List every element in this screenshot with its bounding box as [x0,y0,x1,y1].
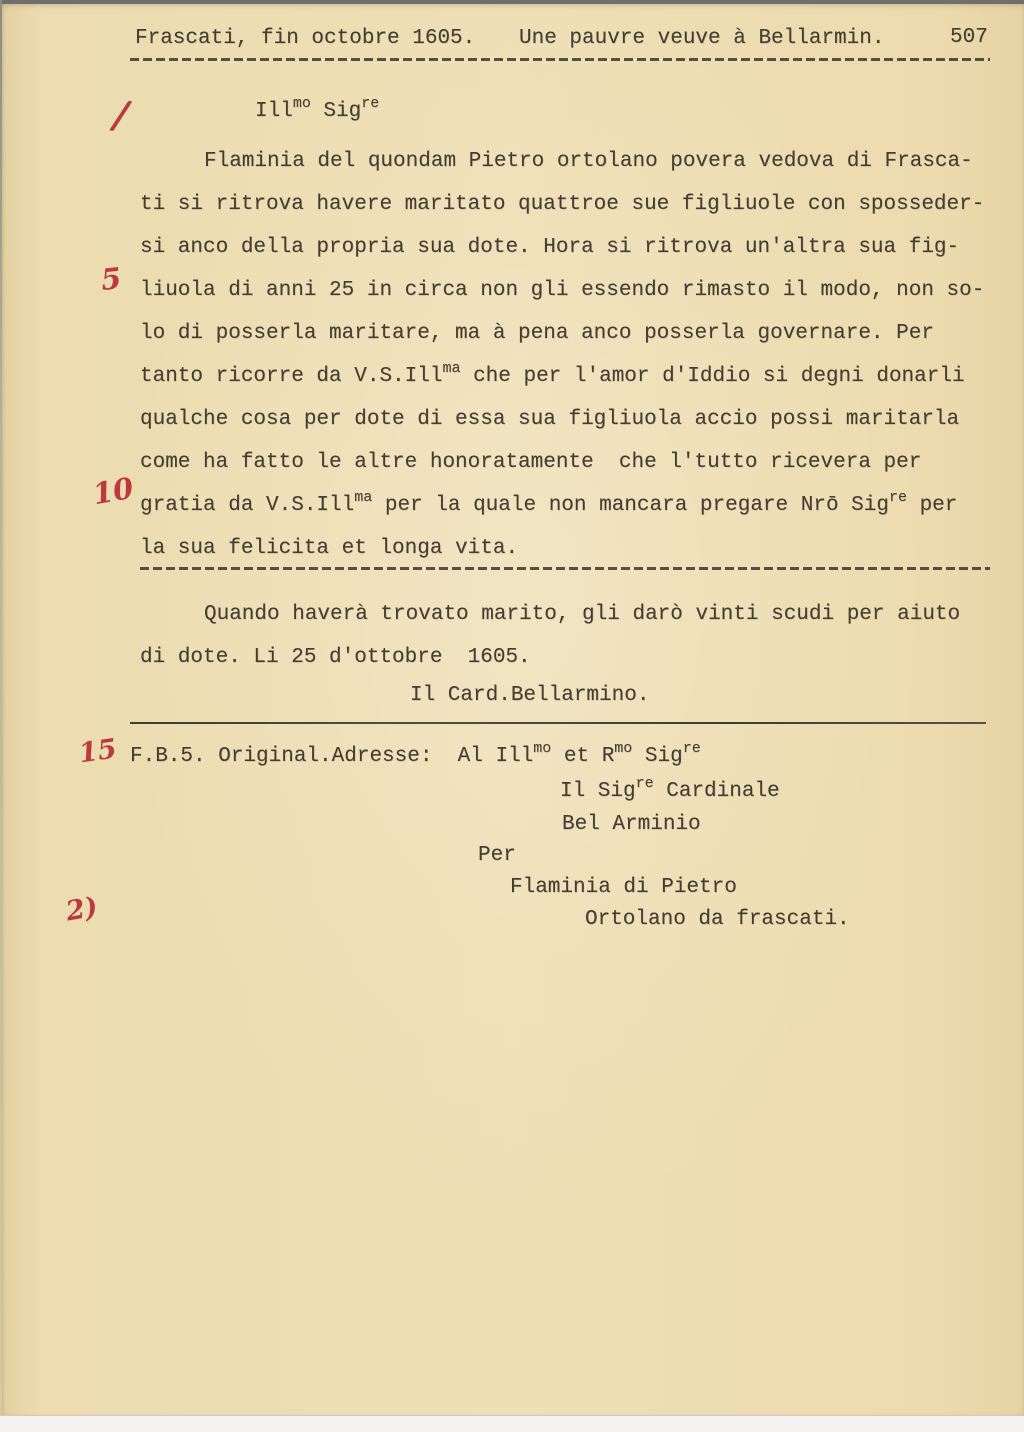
body-line: tanto ricorre da V.S.Illma che per l'amor d'Iddio si degni donarli [140,360,965,388]
text-segment: Flaminia di Pietro [510,876,737,899]
body-line [140,279,1000,322]
text-segment: ti si ritrova havere maritato quattroe sue figliuole con sposseder- [140,193,985,216]
salutation: Illmo Sigre [255,95,380,123]
body-line [140,451,1000,494]
text-segment: Flaminia del quondam Pietro ortolano povera vedova di Frasca- [204,150,973,173]
margin-mark-line10: 10 [90,470,137,512]
section-rule [140,567,990,570]
text-segment: Per [478,844,516,867]
text-segment: tanto ricorre da V.S.Ill [140,365,443,388]
text-segment: Sig [310,100,362,123]
scan-left-edge [0,0,2,1415]
text-segment: per la quale non mancara pregare Nrō Sig [372,494,889,517]
text-segment: per [906,494,958,517]
text-segment: Ortolano da frascati. [585,908,850,931]
text-segment: si anco della propria sua dote. Hora si ritrova un'altra sua fig- [140,236,960,259]
body-line: gratia da V.S.Illma per la quale non mancara pregare Nrō Sigre per [140,489,958,517]
text-segment: Cardinale [653,780,780,803]
text-segment: lo di posserla maritare, ma à pena anco posserla governare. Per [140,322,934,345]
body-line [140,408,1000,451]
margin-mark-line15: 15 [77,733,119,770]
postscript-line [140,646,1000,689]
address-line [510,876,737,900]
margin-mark-line1: / [111,91,131,138]
text-segment: Sig [632,745,683,768]
postscript [140,603,1000,689]
letter-body [140,150,1000,580]
text-segment: di dote. Li 25 d'ottobre 1605. [140,646,531,669]
text-segment: Il Sig [560,780,636,803]
signature: Il Card.Bellarmino. [410,684,650,707]
body-line [140,322,1000,365]
header-title: Une pauvre veuve à Bellarmin. [519,27,885,50]
header-date-place: Frascati, fin octobre 1605. [135,27,476,50]
text-segment: Quando haverà trovato marito, gli darò vinti scudi per aiuto [204,603,961,626]
header-rule [130,58,990,61]
text-segment: Ill [255,100,293,123]
body-line [140,193,1000,236]
address-line: Il Sigre Cardinale [560,775,780,803]
text-segment: la sua felicita et longa vita. [140,537,519,560]
address-line: F.B.5. Original.Adresse: Al Illmo et Rmo Sigre [130,740,701,768]
address-line [562,813,701,837]
text-segment: F.B.5. Original.Adresse: Al Ill [130,745,534,768]
body-line [140,537,1000,580]
margin-mark-line20: 2) [63,891,101,928]
text-segment: che per l'amor d'Iddio si degni donarli [460,365,965,388]
text-segment: Bel Arminio [562,813,701,836]
header-page-number: 507 [950,26,988,49]
text-segment: qualche cosa per dote di essa sua figliuola accio possi maritarla [140,408,960,431]
text-segment: liuola di anni 25 in circa non gli essendo rimasto il modo, non so- [140,279,985,302]
address-line [478,844,516,868]
body-line [140,150,1000,193]
scan-bottom-edge [0,1415,1024,1432]
footer-rule [130,722,986,724]
text-segment: come ha fatto le altre honoratamente che l'tutto ricevera per [140,451,922,474]
text-segment: gratia da V.S.Ill [140,494,355,517]
body-line [140,236,1000,279]
text-segment: et R [551,745,615,768]
postscript-line [140,603,1000,646]
margin-mark-line5: 5 [99,261,123,297]
scan-top-edge [0,0,1024,4]
address-line [585,908,850,932]
